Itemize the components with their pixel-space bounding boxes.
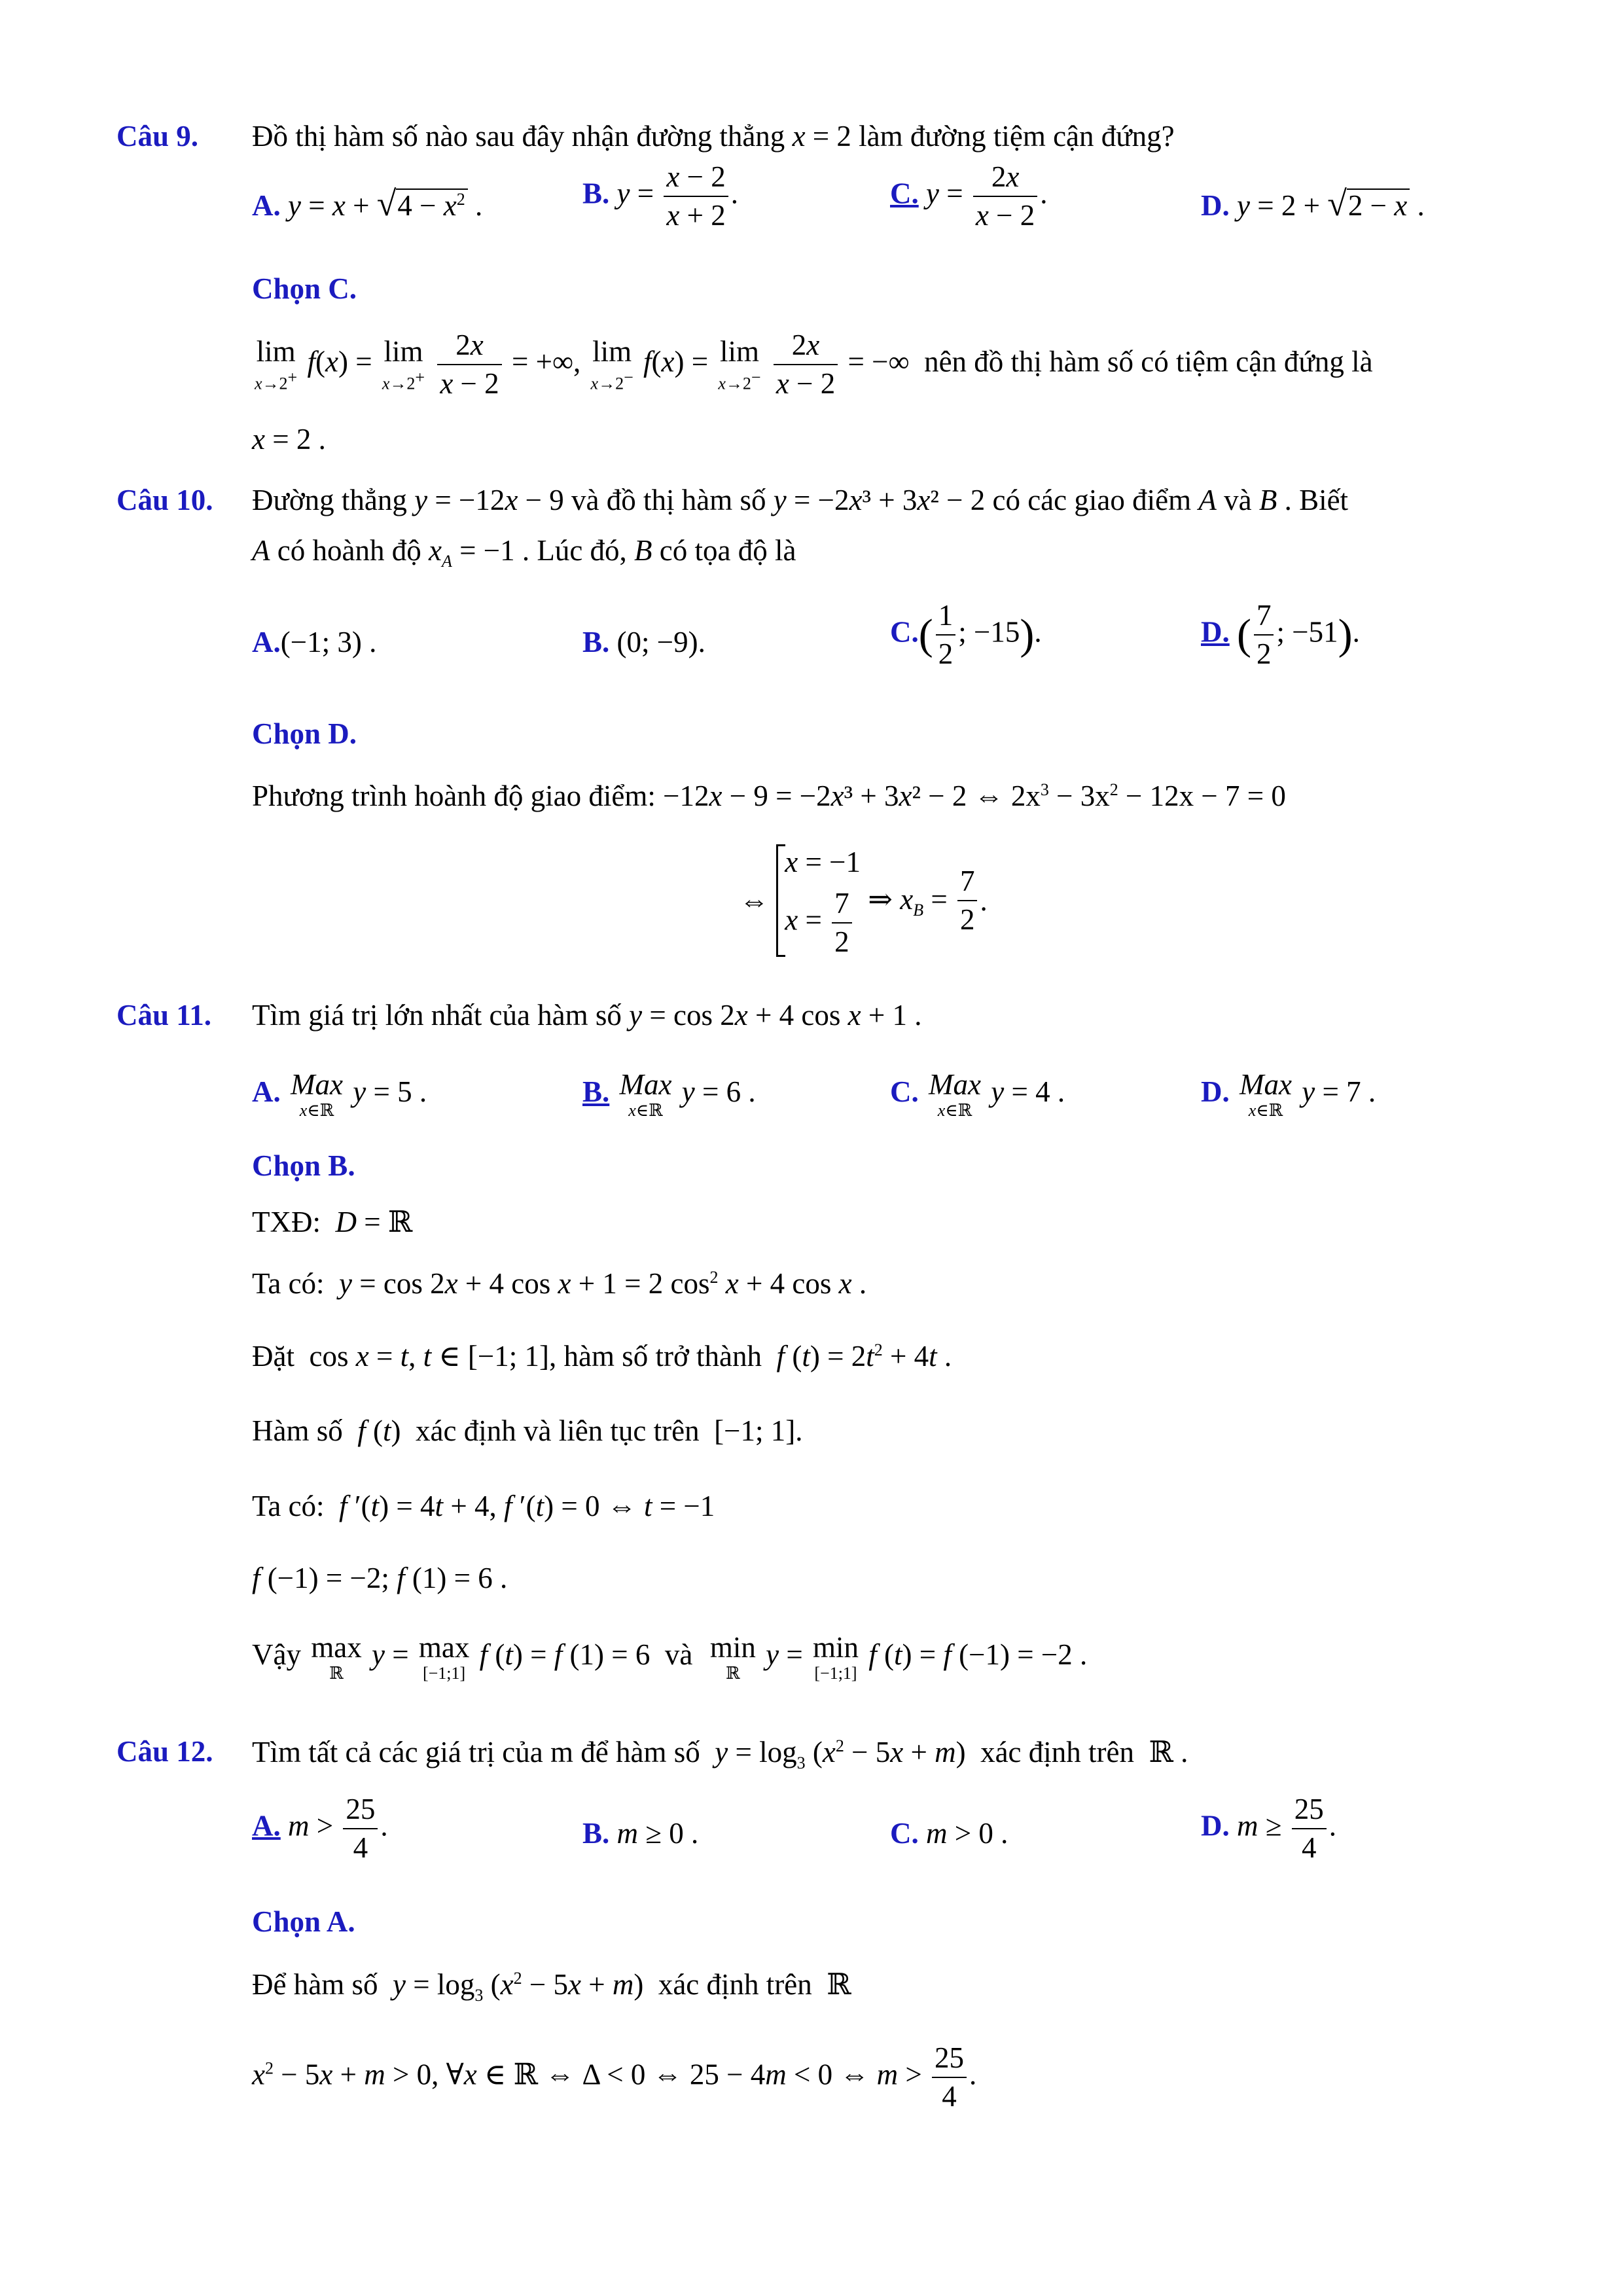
option-letter: A.: [252, 1809, 281, 1842]
q11-answer: Chọn B.: [252, 1149, 355, 1182]
q11-line-dao-ham: Ta có: f ′(t) = 4t + 4, f ′(t) = 0 ⇔ t = −1: [252, 1490, 715, 1522]
option-letter: C.: [890, 1817, 919, 1850]
q10-question-line1: Đường thẳng y = −12x − 9 và đồ thị hàm số y = −2x³ + 3x² − 2 có các giao điểm A và B . Biết: [252, 484, 1349, 516]
q11-txd: TXĐ: D = ℝ: [252, 1206, 413, 1238]
q9-option-b: B. y = $\frac{x - 2}{x + 2}$ .: [582, 160, 739, 232]
q9-option-d: D. y = 2 + √2 − x .: [1201, 184, 1425, 223]
q12-line1: Để hàm số $y = \log_3 (x^2 - 5x + m)$ xác định trên ℝ: [252, 1968, 851, 2005]
q11-option-c: C. Max x∈ℝ y = 4 .: [890, 1068, 1065, 1120]
q9-solution: lim x→2+ f(x) = lim x→2+ $\frac{2x}{x - 2}$ = +∞, lim x→2− f(x) = lim x→2− $\frac{2x}{x - 2}$ = −∞ nên đồ thị hàm số có tiệm cận đứng là: [255, 329, 1373, 400]
option-letter: B.: [582, 1075, 610, 1108]
option-letter: B.: [582, 1817, 610, 1850]
bracket: x = −1 x = $\frac{7}{2}$: [776, 844, 861, 957]
q12-option-a: A. m > $\frac{25}{4}$ .: [252, 1793, 388, 1864]
q9-solution-end: x = 2 .: [252, 423, 326, 456]
q12-line2: $x^2 - 5x + m > 0$, ∀x ∈ ℝ ⇔ Δ < 0 ⇔ 25 − 4m < 0 ⇔ m > $\frac{25}{4}$ .: [252, 2041, 977, 2113]
q9-option-c: C. y = $\frac{2x}{x - 2}$ .: [890, 160, 1048, 232]
option-letter: C.: [890, 1075, 919, 1108]
q11-line-dat: Đặt cos x = t, t ∈ [−1; 1], hàm số trở thành f $(t) = 2t^2 + 4t$ .: [252, 1340, 952, 1372]
q11-line-values: f (−1) = −2; f (1) = 6 .: [252, 1562, 508, 1594]
option-letter: D.: [1201, 615, 1230, 649]
q10-label: Câu 10.: [116, 484, 213, 516]
option-letter: B.: [582, 626, 610, 658]
q12-option-c: C. m > 0 .: [890, 1817, 1008, 1850]
option-letter: D.: [1201, 189, 1230, 222]
q12-label: Câu 12.: [116, 1735, 213, 1768]
q10-question-line2: A có hoành độ $x_A = -1$ . Lúc đó, B có tọa độ là: [252, 534, 796, 571]
q10-option-b: B. (0; −9).: [582, 626, 705, 658]
q12-option-d: D. m ≥ $\frac{25}{4}$ .: [1201, 1793, 1336, 1864]
q10-option-a: A.(−1; 3) .: [252, 626, 377, 658]
q9-option-a: A. $y = x + √4 - x^2$ .: [252, 184, 483, 223]
q10-solution-line: Phương trình hoành độ giao điểm: −12x − 9 = −2x³ + 3x² − 2 ⇔ $2x^3 - 3x^2 - 12x - 7 = 0$: [252, 780, 1286, 812]
q12-question: Tìm tất cả các giá trị của m để hàm số $y = \log_3 (x^2 - 5x + m)$ xác định trên ℝ .: [252, 1736, 1188, 1772]
q9-solution-text: nên đồ thị hàm số có tiệm cận đứng là: [924, 345, 1373, 378]
q9-answer: Chọn C.: [252, 272, 357, 305]
q11-question: Tìm giá trị lớn nhất của hàm số y = cos 2x + 4 cos x + 1 .: [252, 999, 922, 1031]
q12-option-b: B. m ≥ 0 .: [582, 1817, 699, 1850]
q11-option-d: D. Max x∈ℝ y = 7 .: [1201, 1068, 1376, 1120]
option-letter: D.: [1201, 1075, 1230, 1108]
q10-answer: Chọn D.: [252, 717, 357, 750]
q10-option-c: C.( $\frac{1}{2}$ ; −15).: [890, 599, 1042, 670]
option-letter: C.: [890, 177, 919, 210]
option-letter: A.: [252, 1075, 281, 1108]
q10-solution-intro: Phương trình hoành độ giao điểm:: [252, 780, 656, 812]
q9-label: Câu 9.: [116, 120, 199, 152]
option-letter: D.: [1201, 1809, 1230, 1842]
q11-label: Câu 11.: [116, 999, 212, 1031]
q10-option-d: D. ( $\frac{7}{2}$ ; −51).: [1201, 599, 1360, 670]
q11-line-conclusion: Vậy max ℝ y = max [−1;1] f (t) = f (1) = 6 và min ℝ y = min [−1;1] f (t) = f (−1) = −2 .: [252, 1631, 1088, 1683]
q11-option-b: B. Max x∈ℝ y = 6 .: [582, 1068, 756, 1120]
q11-line-ta-co: Ta có: y = cos 2x + 4 cos x + 1 = 2 $\cos^2 x + 4$ cos x .: [252, 1267, 867, 1300]
option-letter: C.: [890, 615, 919, 649]
q11-option-a: A. Max x∈ℝ y = 5 .: [252, 1068, 427, 1120]
option-letter: B.: [582, 177, 610, 210]
q9-question: Đồ thị hàm số nào sau đây nhận đường thẳng x = 2 làm đường tiệm cận đứng?: [252, 120, 1175, 152]
q10-solution-system: ⇔ x = −1 x = $\frac{7}{2}$ ⇒ $x_B$ = $\frac{7}{2}$ .: [740, 846, 988, 958]
q12-answer: Chọn A.: [252, 1905, 355, 1938]
option-letter: A.: [252, 626, 281, 658]
q11-line-lien-tuc: Hàm số f (t) xác định và liên tục trên [−1; 1].: [252, 1414, 803, 1447]
option-letter: A.: [252, 189, 281, 222]
